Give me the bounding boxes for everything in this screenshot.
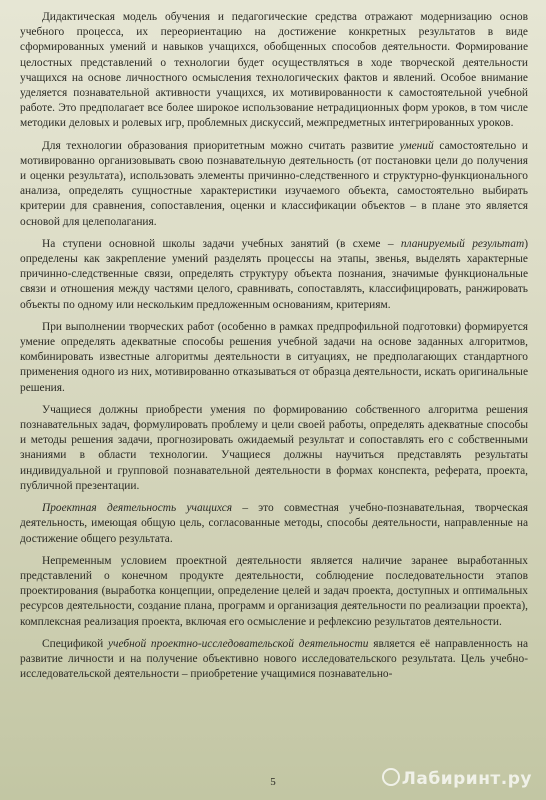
page-number: 5 bbox=[270, 776, 276, 788]
watermark bbox=[382, 768, 532, 789]
page-body-text bbox=[20, 10, 528, 689]
paragraph bbox=[20, 139, 528, 230]
italic-term: умений bbox=[399, 139, 434, 152]
text-run: При выполнении творческих работ (особенно в рамках предпрофильной подготовки) формируется умение определять адекватные способы решения учебной задачи на основе заданных алгоритмов, комбинировать известные алгоритмы деятельности в ситуациях, не предполагающих стандартного применения одного из них, мотивированно отказываться от образца деятельности, искать оригинальные решения. bbox=[20, 320, 528, 394]
watermark-text: Лабиринт.ру bbox=[401, 769, 532, 789]
text-run: Непременным условием проектной деятельности является наличие заранее выработанных представлений о конечном продукте деятельности, соблюдение последовательности этапов проектирования (выработка концепции, определение целей и задач проекта, доступных и оптимальных ресурсов деятельности, создание плана, программ и организация деятельности по реализации проекта), комплексная реализация проекта, включая его осмысление и рефлексию результатов деятельности. bbox=[20, 554, 528, 628]
watermark-logo-icon bbox=[382, 768, 400, 786]
paragraph bbox=[20, 320, 528, 396]
text-run: Дидактическая модель обучения и педагогические средства отражают модернизацию основ учебного процесса, их переориентацию на достижение конкретных результатов в виде сформированных умений и навыков учащихся, обобщенных способов деятельности. Формирование целостных представлений о технологии будет осуществляться в ходе творческой деятельности учащихся на основе личностного осмысления технологических фактов и явлений. Особое внимание уделяется познавательной активности учащихся, их мотивированности к самостоятельной учебной работе. Это предполагает все более широкое использование нетрадиционных форм уроков, в том числе методики деловых и ролевых игр, проблемных дискуссий, межпредметных интегрированных уроков. bbox=[20, 11, 528, 130]
text-run: Спецификой bbox=[42, 637, 108, 650]
paragraph bbox=[20, 403, 528, 494]
text-run: самостоятельно и мотивированно организовывать свою познавательную деятельность (от постановки цели до получения и оценки результата), использовать элементы причинно-следственного и структурно-функционального анализа, определять сущностные характеристики изучаемого объекта, самостоятельно выбирать критерии для сравнения, сопоставления, оценки и классификации объектов – в плане это является основой для целеполагания. bbox=[20, 139, 528, 228]
text-run: Для технологии образования приоритетным можно считать развитие bbox=[42, 139, 400, 152]
italic-term: планируемый результат bbox=[400, 237, 525, 250]
paragraph bbox=[20, 501, 528, 547]
italic-term: учебной проектно-исследовательской деятельности bbox=[107, 637, 369, 650]
paragraph bbox=[20, 637, 528, 683]
text-run: является её направленность на развитие личности и на получение объективно нового исследовательского результата. Цель учебно-исследовательской деятельности – приобретение учащимися познавательно- bbox=[20, 637, 529, 681]
text-run: – это совместная учебно-познавательная, творческая деятельность, имеющая общую цель, согласованные методы, способы деятельности, направленные на достижение общего результата. bbox=[20, 502, 528, 545]
text-run: Учащиеся должны приобрести умения по формированию собственного алгоритма решения познавательных задач, формулировать проблему и цели своей работы, определять адекватные способы и методы решения задачи, прогнозировать ожидаемый результат и сопоставлять его с собственными знаниями в области технологии. Учащиеся должны научиться представлять результаты индивидуальной и групповой познавательной деятельности в формах конспекта, реферата, проекта, публичной презентации. bbox=[20, 403, 528, 492]
italic-term: Проектная деятельность учащихся bbox=[42, 502, 233, 515]
paragraph bbox=[20, 10, 528, 132]
text-run: На ступени основной школы задачи учебных занятий (в схеме – bbox=[42, 237, 401, 250]
paragraph bbox=[20, 554, 528, 630]
text-run: ) определены как закрепление умений разделять процессы на этапы, звенья, выделять характерные причинно-следственные связи, определять структуру объекта познания, значимые функциональные связи и отношения между частями целого, сравнивать, сопоставлять, классифицировать, ранжировать объекты по одному или нескольким предложенным основаниям, критериям. bbox=[20, 237, 528, 311]
paragraph bbox=[20, 237, 528, 313]
